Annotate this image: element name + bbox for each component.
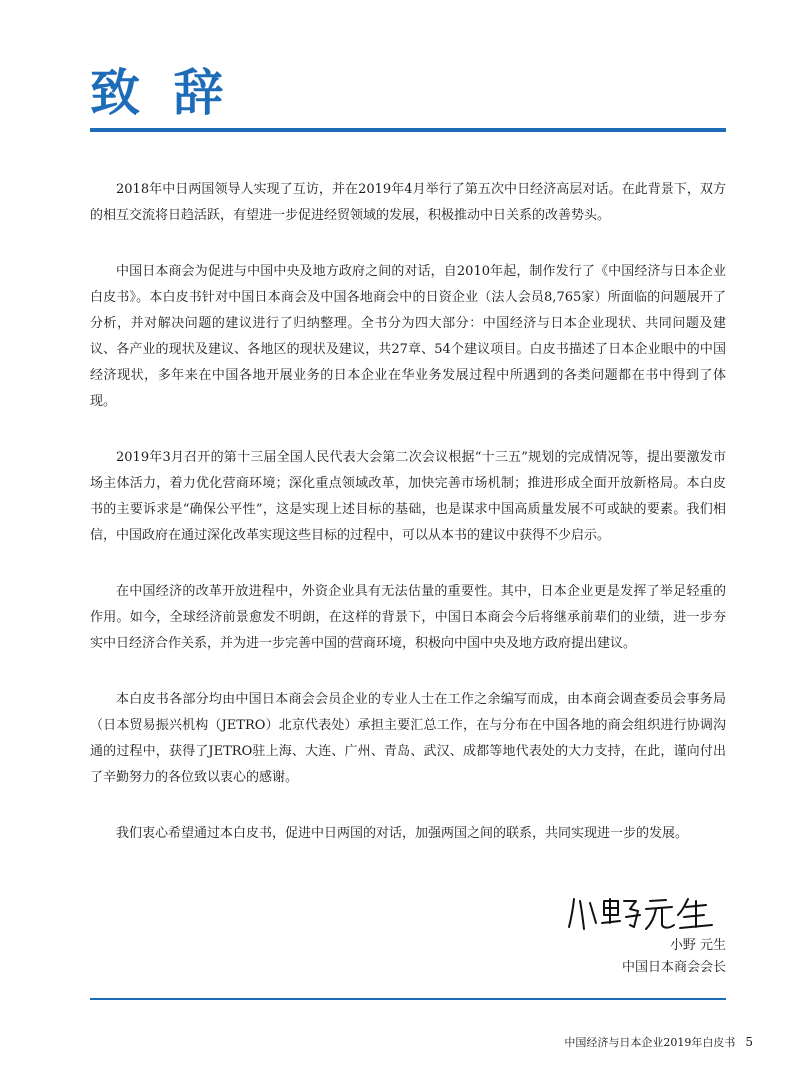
page-title: 致 辞 <box>90 64 232 122</box>
signer-title: 中国日本商会会长 <box>621 960 726 975</box>
paragraph-1: 2018年中日两国领导人实现了互访，并在2019年4月举行了第五次中日经济高层对话。在此背景下，双方的相互交流将日趋活跃，有望进一步促进经贸领域的发展，积极推动中日关系的改善势头。 <box>90 182 726 223</box>
message-body <box>90 177 726 877</box>
paragraph-4: 在中国经济的改革开放进程中，外资企业具有无法估量的重要性。其中，日本企业更是发挥了举足轻重的作用。如今，全球经济前景愈发不明朗，在这样的背景下，中国日本商会今后将继承前辈们的业绩，进一步夯实中日经济合作关系，并为进一步完善中国的营商环境，积极向中国中央及地方政府提出建议。 <box>90 584 726 651</box>
signer-name: 小野 元生 <box>669 938 726 953</box>
page-footer <box>564 1034 753 1051</box>
signature-block <box>566 893 726 979</box>
footer-publication: 中国经济与日本企业2019年白皮书 <box>564 1036 736 1049</box>
title-divider <box>90 128 726 132</box>
paragraph-6: 我们衷心希望通过本白皮书，促进中日两国的对话，加强两国之间的联系，共同实现进一步的发展。 <box>116 826 689 841</box>
paragraph-2: 中国日本商会为促进与中国中央及地方政府之间的对话，自2010年起，制作发行了《中国经济与日本企业白皮书》。本白皮书针对中国日本商会及中国各地商会中的日资企业（法人会员8,765家）所面临的问题展开了分析，并对解决问题的建议进行了归纳整理。全书分为四大部分：中国经济与日本企业现状、共同问题及建议、各产业的现状及建议、各地区的现状及建议，共27章、54个建议项目。白皮书描述了日本企业眼中的中国经济现状，多年来在中国各地开展业务的日本企业在华业务发展过程中所遇到的各类问题都在书中得到了体现。 <box>90 264 726 409</box>
footer-divider <box>90 998 726 1000</box>
handwritten-signature <box>566 893 726 933</box>
paragraph-3: 2019年3月召开的第十三届全国人民代表大会第二次会议根据“十三五”规划的完成情况等，提出要激发市场主体活力，着力优化营商环境；深化重点领域改革，加快完善市场机制；推进形成全面开放新格局。本白皮书的主要诉求是“确保公平性”，这是实现上述目标的基础，也是谋求中国高质量发展不可或缺的要素。我们相信，中国政府在通过深化改革实现这些目标的过程中，可以从本书的建议中获得不少启示。 <box>90 450 726 543</box>
paragraph-5: 本白皮书各部分均由中国日本商会会员企业的专业人士在工作之余编写而成，由本商会调查委员会事务局（日本贸易振兴机构（JETRO）北京代表处）承担主要汇总工作，在与分布在中国各地的商会组织进行协调沟通的过程中，获得了JETRO驻上海、大连、广州、青岛、武汉、成都等地代表处的大力支持，在此，谨向付出了辛勤努力的各位致以衷心的感谢。 <box>90 692 726 785</box>
page-number: 5 <box>745 1035 753 1049</box>
